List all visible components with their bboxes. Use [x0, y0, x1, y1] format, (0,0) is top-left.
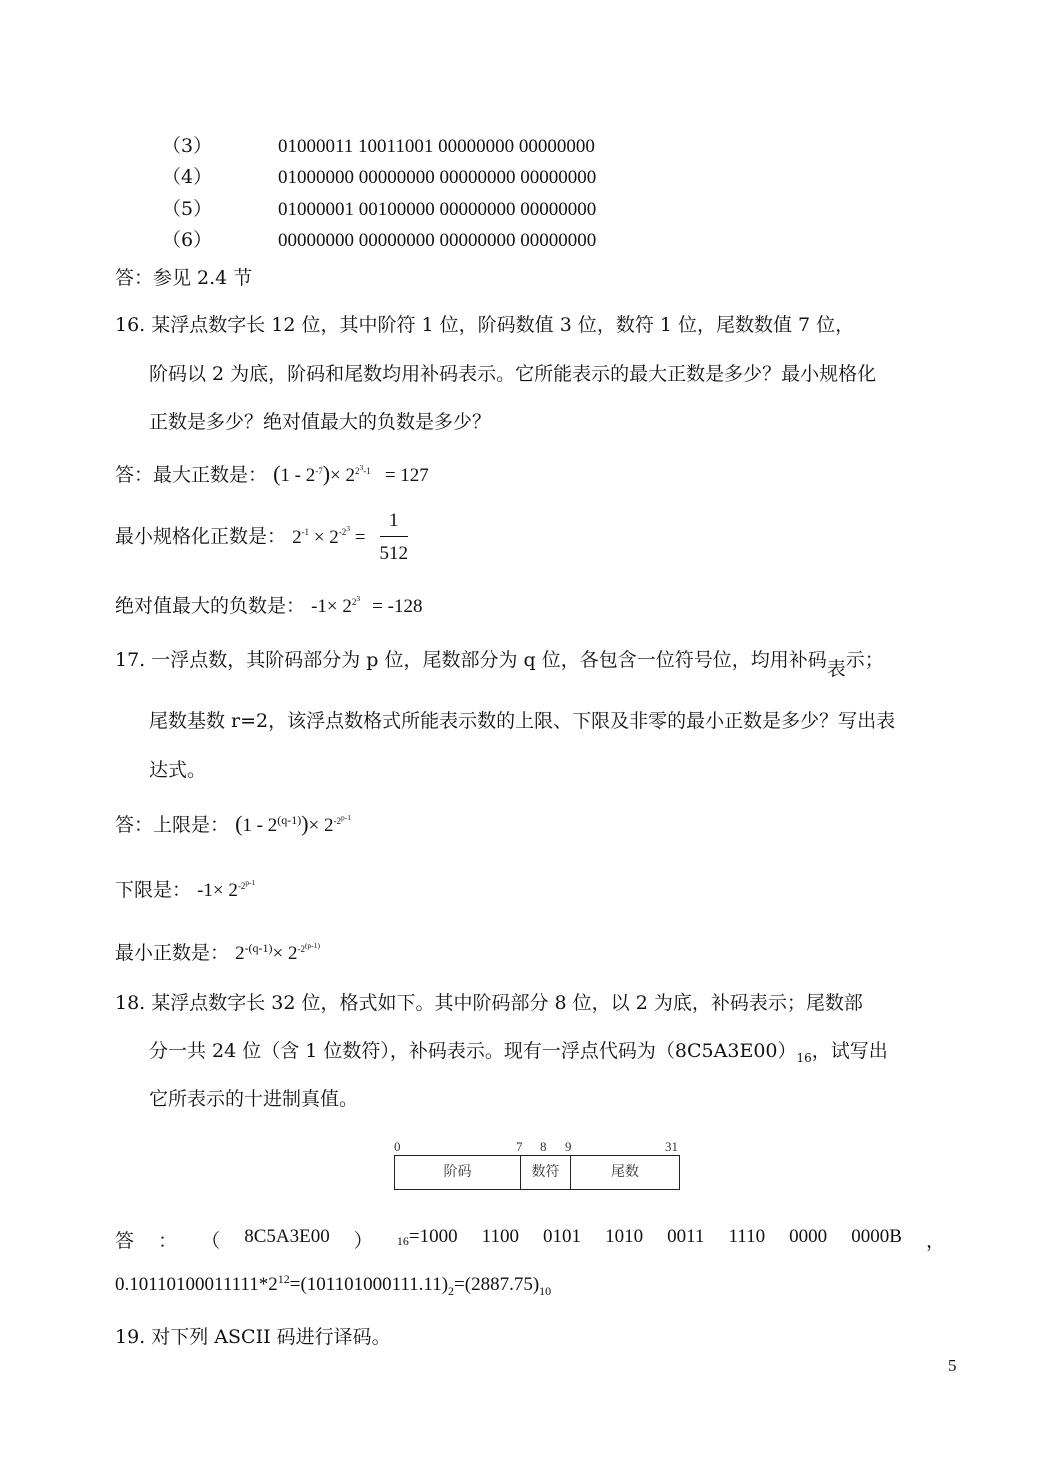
token: 0101: [543, 1226, 582, 1247]
formula-max-positive: $(1 - 2^{-7})\times 2^{2^3-1}$: [273, 461, 371, 486]
question-17-line3: 达式。: [149, 759, 207, 781]
token: ）: [353, 1231, 373, 1252]
question-text-lowered: 表: [826, 658, 846, 680]
bit-index-8: 8: [540, 1139, 547, 1154]
item-label: （3）: [162, 135, 213, 157]
token: ，: [925, 1231, 945, 1252]
item-label: （4）: [162, 166, 213, 188]
answer-15: 答：参见 2.4 节: [115, 267, 253, 289]
question-16-line2: 阶码以 2 为底，阶码和尾数均用补码表示。它所能表示的最大正数是多少？最小规格化: [149, 363, 877, 385]
token: 1110: [728, 1226, 766, 1247]
field-mantissa: 尾数: [611, 1164, 639, 1180]
subscript: 16: [796, 1050, 812, 1065]
numerator: 1: [380, 510, 409, 537]
answer-label: 下限是：: [115, 879, 192, 901]
mantissa-expression: 0.10110100011111*2: [115, 1274, 278, 1295]
answer-18-line1: [115, 1226, 945, 1253]
token: 0011: [667, 1226, 705, 1247]
binary-value: =(101101000111.11): [289, 1274, 449, 1295]
item-label: （5）: [162, 198, 213, 220]
token: 1010: [605, 1226, 644, 1247]
bit-index-9: 9: [565, 1139, 572, 1154]
bit-line-6: [162, 225, 596, 252]
bit-line-3: [162, 131, 595, 158]
float-format-diagram: [394, 1155, 680, 1190]
token: ：: [158, 1231, 178, 1252]
answer-label: 最小正数是：: [115, 942, 230, 964]
bit-line-4: [162, 162, 596, 189]
answer-16-min-normalized: [115, 510, 408, 565]
answer-label: 最小规格化正数是：: [115, 525, 287, 548]
formula-min-normalized: $2^{-1} \times 2^{-2^3}$ =: [292, 524, 366, 548]
token: 8C5A3E00: [244, 1226, 330, 1247]
item-label: （6）: [162, 229, 213, 251]
subscript: 2: [448, 1283, 455, 1298]
token: （: [201, 1231, 221, 1252]
token: 0000B: [851, 1226, 902, 1247]
formula-result: = -128: [372, 596, 423, 617]
question-18-line1: 18. 某浮点数字长 32 位，格式如下。其中阶码部分 8 位，以 2 为底，补码表示；尾数部: [115, 992, 863, 1014]
formula-result: = 127: [384, 465, 429, 486]
question-17-line2: 尾数基数 r=2，该浮点数格式所能表示数的上限、下限及非零的最小正数是多少？写出表: [149, 710, 896, 732]
bit-string: 01000011 10011001 00000000 00000000: [278, 136, 595, 157]
answer-16-most-negative: [115, 591, 422, 618]
formula-upper-limit: $(1 - 2^{(q-1)})\times 2^{-2^{p-1}}$: [235, 811, 352, 836]
answer-label: 答：最大正数是：: [115, 464, 268, 486]
formula-lower-limit: $-1\times 2^{-2^{p-1}}$: [197, 877, 256, 901]
question-19: 19. 对下列 ASCII 码进行译码。: [115, 1326, 391, 1348]
superscript: 12: [277, 1271, 290, 1286]
formula-most-negative: $-1\times 2^{2^3}$: [311, 593, 361, 617]
bit-index-7: 7: [516, 1139, 523, 1154]
question-text: ，试写出: [811, 1040, 888, 1062]
field-sign: 数符: [531, 1164, 560, 1180]
answer-label: 答：上限是：: [115, 814, 230, 836]
answer-17-min-positive: [115, 938, 320, 965]
answer-17-upper: [115, 810, 351, 837]
formula-min-positive: $2^{-(q-1)}\times 2^{-2^{(p-1)}}$: [235, 940, 321, 964]
page-number: 5: [948, 1356, 957, 1375]
token-subscripted: $_{16}$=1000: [396, 1226, 458, 1248]
question-text: 分一共 24 位（含 1 位数符），补码表示。现有一浮点代码为（8C5A3E00）: [149, 1040, 797, 1062]
answer-16-max: [115, 460, 429, 487]
question-text: 17. 一浮点数，其阶码部分为 p 位，尾数部分为 q 位，各包含一位符号位，均用补码: [115, 649, 827, 671]
bit-string: 00000000 00000000 00000000 00000000: [278, 230, 597, 251]
token: 答: [115, 1230, 135, 1252]
question-16-line1: 16. 某浮点数字长 12 位，其中阶符 1 位，阶码数值 3 位，数符 1 位，尾数数值 7 位，: [115, 314, 855, 336]
token: 1100: [481, 1226, 519, 1247]
answer-label: 绝对值最大的负数是：: [115, 595, 306, 617]
decimal-value: =(2887.75): [454, 1274, 540, 1295]
bit-index-31: 31: [665, 1139, 678, 1154]
question-16-line3: 正数是多少？绝对值最大的负数是多少？: [149, 411, 492, 433]
answer-17-lower: [115, 875, 255, 902]
bit-string: 01000001 00100000 00000000 00000000: [278, 199, 597, 220]
question-17-line1: [115, 645, 884, 680]
bit-index-0: 0: [394, 1139, 401, 1154]
denominator: 512: [379, 543, 409, 564]
question-18-line2: [149, 1036, 888, 1063]
answer-18-line2: [115, 1271, 552, 1298]
question-18-line3: 它所表示的十进制真值。: [149, 1088, 359, 1110]
fraction: [380, 510, 409, 565]
field-exponent: 阶码: [443, 1164, 472, 1180]
bit-string: 01000000 00000000 00000000 00000000: [278, 167, 597, 188]
bit-line-5: [162, 194, 596, 221]
token: 0000: [789, 1226, 828, 1247]
question-text: 示；: [845, 649, 884, 671]
subscript: 10: [539, 1283, 552, 1298]
